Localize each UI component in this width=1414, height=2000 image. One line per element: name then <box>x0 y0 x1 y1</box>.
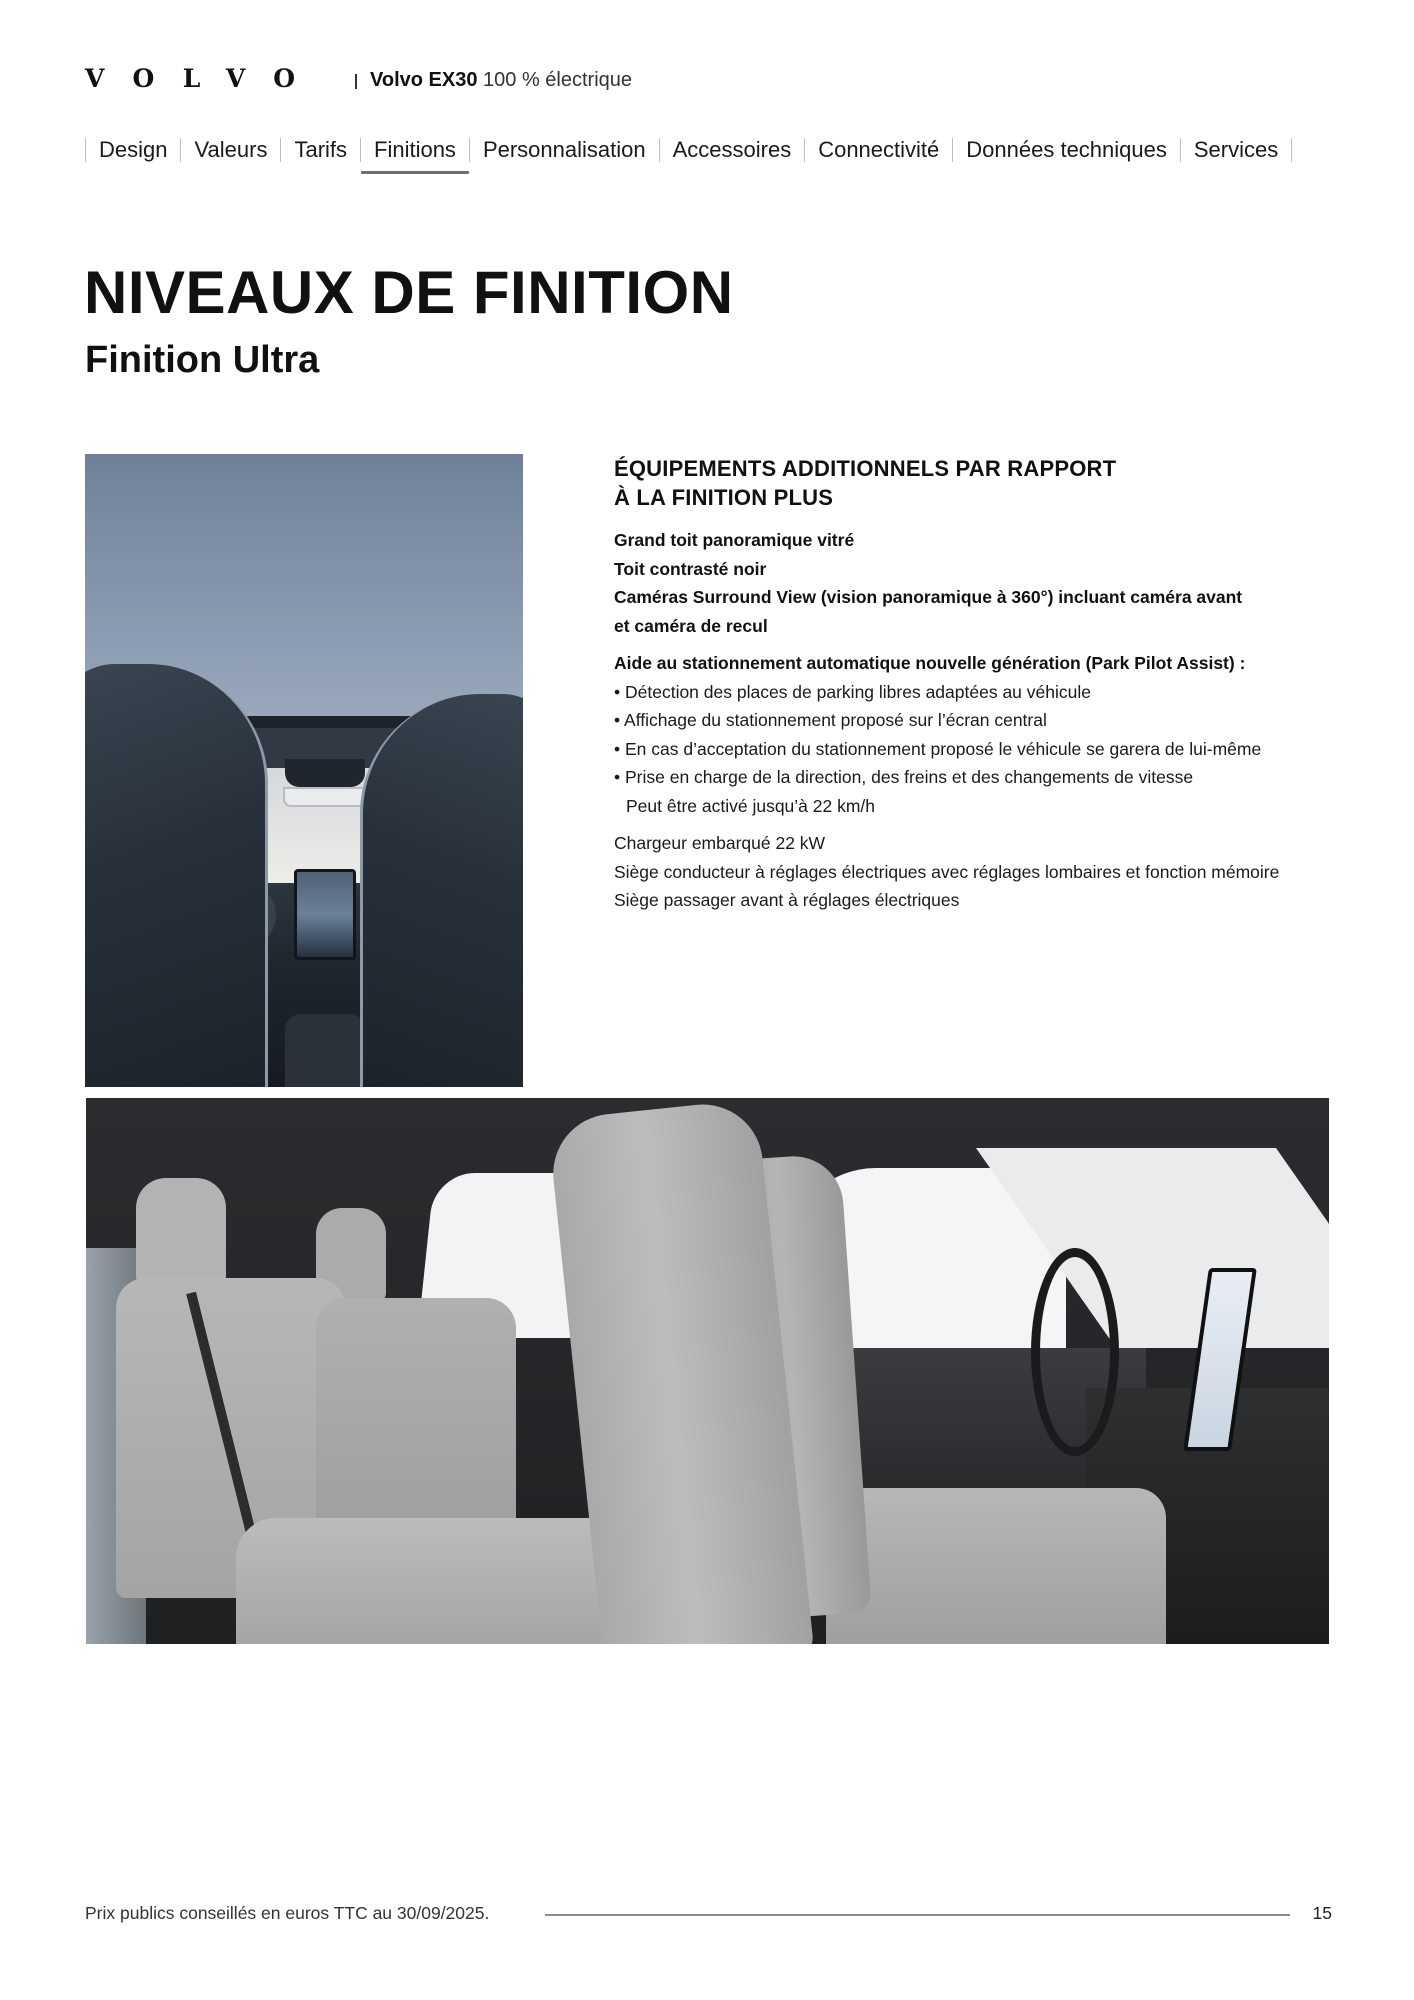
page-title: NIVEAUX DE FINITION <box>84 259 734 326</box>
spacer <box>614 640 1334 649</box>
spacer <box>614 820 1334 829</box>
footer-price-note: Prix publics conseillés en euros TTC au 30/09/2025. <box>85 1903 490 1923</box>
front-seat-cushion <box>826 1488 1166 1644</box>
rearview-mirror <box>283 787 367 807</box>
features-heading <box>614 454 1334 512</box>
nav-item-services[interactable]: Services <box>1193 137 1279 162</box>
park-assist-bullet: • Prise en charge de la direction, des freins et des changements de vitesse <box>614 767 1194 787</box>
features-block <box>614 454 1334 915</box>
park-assist-bullet: • Détection des places de parking libres adaptées au véhicule <box>614 681 1091 702</box>
nav-item-finitions[interactable]: Finitions <box>361 134 469 166</box>
center-armrest <box>285 1014 365 1087</box>
nav-divider <box>1291 138 1292 162</box>
park-assist-bullet: • Affichage du stationnement proposé sur l’écran central <box>614 710 1047 730</box>
nav-item-valeurs[interactable]: Valeurs <box>194 137 268 162</box>
rear-headrest <box>136 1178 226 1288</box>
nav-item-tarifs[interactable]: Tarifs <box>294 137 348 162</box>
park-assist-bullet: • En cas d’acceptation du stationnement proposé le véhicule se garera de lui-même <box>614 738 1262 759</box>
overhead-module <box>285 759 365 787</box>
feature-item: Grand toit panoramique vitré <box>614 530 855 550</box>
steering-wheel <box>1031 1248 1119 1456</box>
nav-item-accessoires[interactable]: Accessoires <box>672 137 792 162</box>
feature-item: Toit contrasté noir <box>614 558 767 579</box>
feature-item: Siège passager avant à réglages électriques <box>614 890 960 910</box>
section-nav <box>85 133 1292 167</box>
interior-side-seats-photo <box>86 1098 1329 1644</box>
feature-item: Chargeur embarqué 22 kW <box>614 833 826 853</box>
model-name: Volvo EX30 <box>370 69 478 91</box>
page-subtitle: Finition Ultra <box>85 339 320 381</box>
left-seat <box>85 664 268 1087</box>
footer-rule <box>545 1914 1290 1916</box>
volvo-logo: VOLVO <box>85 64 324 93</box>
nav-item-design[interactable]: Design <box>99 137 168 162</box>
right-seat <box>360 694 523 1087</box>
features-heading-line: À LA FINITION PLUS <box>614 485 834 510</box>
nav-item-donnees-techniques[interactable]: Données techniques <box>966 137 1167 162</box>
feature-item: Siège conducteur à réglages électriques avec réglages lombaires et fonction mémoire <box>614 861 1280 882</box>
features-heading-line: ÉQUIPEMENTS ADDITIONNELS PAR RAPPORT <box>614 456 1117 481</box>
feature-item: et caméra de recul <box>614 615 768 636</box>
nav-item-connectivite[interactable]: Connectivité <box>818 137 940 162</box>
park-assist-title: Aide au stationnement automatique nouvelle génération (Park Pilot Assist) : <box>614 653 1246 673</box>
center-screen <box>294 869 356 960</box>
feature-item: Caméras Surround View (vision panoramique à 360°) incluant caméra avant <box>614 587 1243 607</box>
interior-panoramic-roof-photo <box>85 454 523 1087</box>
nav-item-personnalisation[interactable]: Personnalisation <box>482 137 646 162</box>
page-number: 15 <box>1312 1903 1332 1923</box>
park-assist-note: Peut être activé jusqu’à 22 km/h <box>626 795 876 816</box>
header-divider <box>355 74 357 89</box>
model-tagline: 100 % électrique <box>483 69 632 91</box>
header-model-title <box>370 66 632 94</box>
